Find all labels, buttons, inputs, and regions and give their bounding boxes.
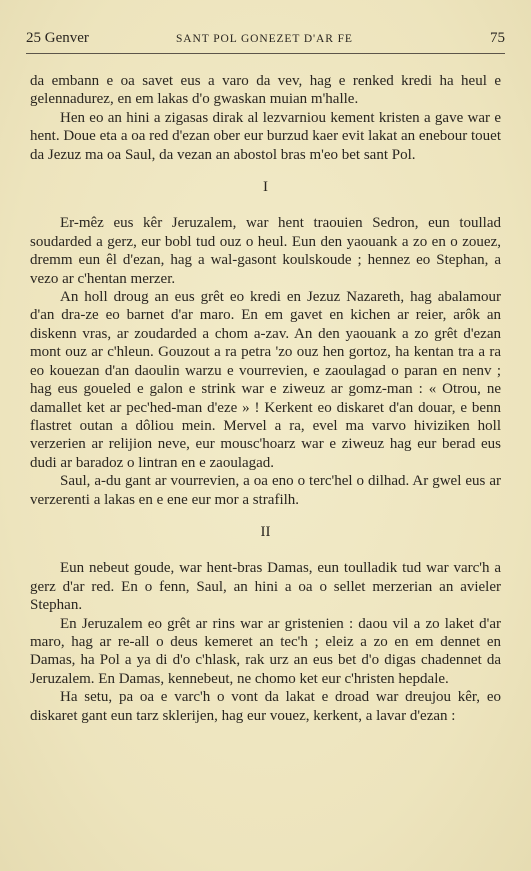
paragraph-5: Saul, a-du gant ar vourrevien, a oa eno o terc'hel o dilhad. Ar gwel eus ar verzerenti a lakas en e ene eur mor a strafilh.	[30, 473, 501, 508]
paragraph-4: An holl droug an eus grêt eo kredi en Jezuz Nazareth, hag abalamour d'an dra-ze eo barnet d'ar maro. En em gavet en kichen ar reier, arôk an diskenn vras, ar zoudarded a chom a-zav. An den yaouank a zo grêt d'ezan mont ouz ar c'hleun. Gouzout a ra petra 'zo ouz hen gortoz, ha kentan tra a ra eo kouezan d'an daoulin warzu e vourrevien, e zaoulagad o paran en nenv ; hag eus goueled e galon e strink war e ziweuz ar gomz-man : « Otrou, ne damallet ket ar pec'hed-man d'eze » ! Kerkent eo diskaret d'an douar, e benn flastret outan a dôliou mein. Mervel a ra, evel ma varvo hiviziken holl verzerien ar relijion neve, eur mousc'hoarz war e ziweuz hag eur berad eus dudi ar baradoz o lintran en e zaoulagad.	[30, 289, 501, 471]
header-title: SANT POL GONEZET D'AR FE	[176, 33, 353, 45]
paragraph-3: Er-mêz eus kêr Jeruzalem, war hent traouien Sedron, eun toullad soudarded a gerz, eur bobl tud ouz o heul. Eun den yaouank a zo en o zouez, dremm eun êl d'ezan, hag a wal-gasont koulskoude ; hennez eo Stephan, a vezo ar c'hentan merzer.	[30, 215, 501, 287]
paragraph-1: da embann e oa savet eus a varo da vev, hag e renked kredi ha heul e gelennadurez, en em lakas d'o gwaskan muian m'halle.	[30, 73, 501, 108]
header-rule	[26, 53, 505, 54]
section-heading-2: II	[260, 523, 271, 540]
paragraph-6: Eun nebeut goude, war hent-bras Damas, eun toulladik tud war varc'h a gerz d'ar red. En o fenn, Saul, an hini a oa o sellet merzerian an avieler Stephan.	[30, 560, 501, 614]
page-number: 75	[490, 30, 505, 46]
body-text	[30, 72, 501, 725]
paragraph-7: En Jeruzalem eo grêt ar rins war ar gristenien : daou vil a zo laket d'ar maro, hag ar re-all o deus kemeret an tec'h ; eleiz a zo en em dennet en Damas, ha Pol a ya di d'o c'hlask, rak urz an eus bet d'o digas chadennet da Jeruzalem. En Damas, kennebeut, ne chomo ket eur c'hristen hepdale.	[30, 615, 501, 687]
paragraph-2: Hen eo an hini a zigasas dirak al lezvarniou kement kristen a gave war e hent. Doue eta a oa red d'ezan ober eur burzud kaer evit lakat an enebour touet da Jezuz ma oa Saul, da vezan an abostol bras m'eo bet sant Pol.	[30, 109, 501, 163]
section-heading-1: I	[263, 179, 268, 196]
header-date: 25 Genver	[26, 30, 89, 46]
paragraph-8: Ha setu, pa oa e varc'h o vont da lakat e droad war dreujou kêr, eo diskaret gant eun tarz sklerijen, hag eur vouez, kerkent, a lavar d'ezan :	[30, 689, 501, 724]
running-header	[26, 30, 505, 52]
